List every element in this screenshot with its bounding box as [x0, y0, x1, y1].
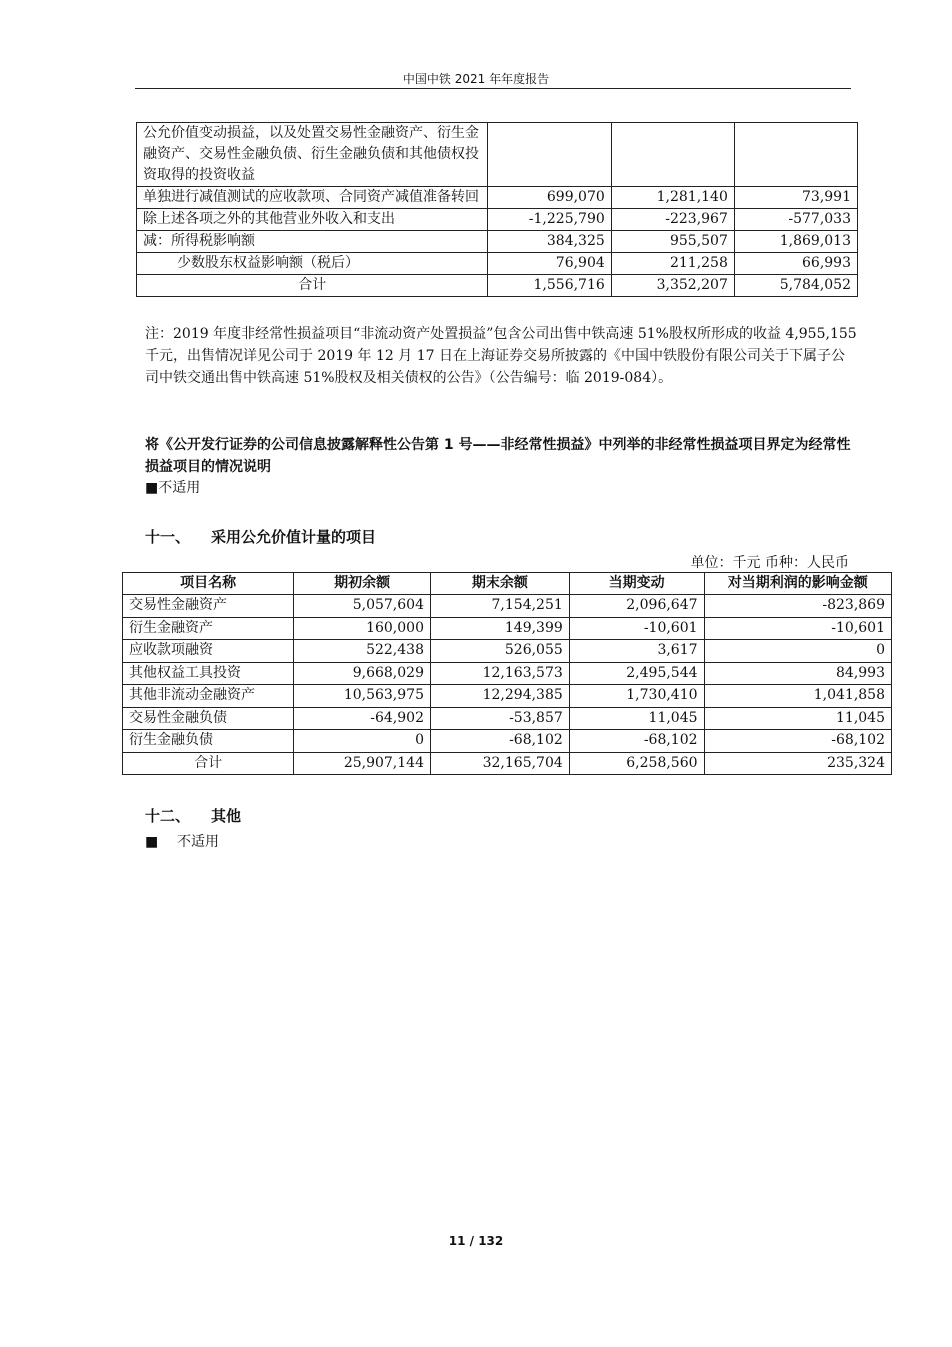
item-name: 应收款项融资	[123, 640, 294, 663]
table-row	[123, 640, 892, 663]
note-paragraph: 注：2019 年度非经常性损益项目“非流动资产处置损益”包含公司出售中铁高速 51%股权所形成的收益 4,955,155 千元，出售情况详见公司于 2019 年 12 月 17 日在上海证券交易所披露的《中国中铁股份有限公司关于下属子公司中铁交通出售中铁高速 51%股权及相关债权的公告》（公告编号：临 2019-084）。	[145, 326, 857, 386]
status-text: 不适用	[177, 834, 219, 850]
column-header: 当期变动	[569, 573, 704, 595]
item-name: 合计	[123, 752, 294, 775]
opening-balance: -64,902	[294, 707, 431, 730]
row-label: 少数股东权益影响额（税后）	[137, 253, 488, 275]
table-row	[123, 617, 892, 640]
table-row	[137, 187, 858, 209]
column-header: 对当期利润的影响金额	[704, 573, 891, 595]
closing-balance: 149,399	[430, 617, 569, 640]
closing-balance: 7,154,251	[430, 595, 569, 618]
value-2020	[611, 123, 734, 187]
page-header: 中国中铁 2021 年年度报告	[402, 72, 550, 86]
opening-balance: 160,000	[294, 617, 431, 640]
opening-balance: 522,438	[294, 640, 431, 663]
non-recurring-table	[136, 122, 858, 297]
value-2019	[734, 123, 857, 187]
row-label: 合计	[137, 275, 488, 297]
table-row	[137, 253, 858, 275]
section-11-heading	[145, 526, 376, 547]
profit-impact: 11,045	[704, 707, 891, 730]
value-2021: 699,070	[488, 187, 611, 209]
closing-balance: 526,055	[430, 640, 569, 663]
value-2020: -223,967	[611, 209, 734, 231]
table-row	[123, 730, 892, 753]
column-header: 期末余额	[430, 573, 569, 595]
page-number: 11 / 132	[448, 1234, 504, 1248]
value-2019: 5,784,052	[734, 275, 857, 297]
square-marker-icon: ■	[145, 834, 159, 850]
opening-balance: 0	[294, 730, 431, 753]
period-change: 1,730,410	[569, 685, 704, 708]
unit-label: 单位：千元 币种：人民币	[690, 555, 849, 571]
value-2020: 211,258	[611, 253, 734, 275]
closing-balance: -53,857	[430, 707, 569, 730]
value-2020: 3,352,207	[611, 275, 734, 297]
row-label: 单独进行减值测试的应收款项、合同资产减值准备转回	[137, 187, 488, 209]
value-2019: 73,991	[734, 187, 857, 209]
closing-balance: 12,163,573	[430, 662, 569, 685]
period-change: 2,495,544	[569, 662, 704, 685]
table-row	[123, 685, 892, 708]
closing-balance: 32,165,704	[430, 752, 569, 775]
row-label: 公允价值变动损益，以及处置交易性金融资产、衍生金融资产、交易性金融负债、衍生金融负债和其他债权投资取得的投资收益	[137, 123, 488, 187]
item-name: 其他非流动金融资产	[123, 685, 294, 708]
profit-impact: -823,869	[704, 595, 891, 618]
section-12-heading	[145, 805, 241, 826]
value-2019: 66,993	[734, 253, 857, 275]
item-name: 交易性金融资产	[123, 595, 294, 618]
item-name: 衍生金融资产	[123, 617, 294, 640]
profit-impact: -10,601	[704, 617, 891, 640]
section-12-status	[145, 831, 219, 851]
header-rule	[135, 88, 851, 89]
profit-impact: 235,324	[704, 752, 891, 775]
fair-value-table	[122, 572, 892, 775]
value-2020: 1,281,140	[611, 187, 734, 209]
section-title: 其他	[211, 807, 242, 825]
period-change: -68,102	[569, 730, 704, 753]
table-row	[137, 231, 858, 253]
item-name: 交易性金融负债	[123, 707, 294, 730]
opening-balance: 10,563,975	[294, 685, 431, 708]
table-header-row	[123, 573, 892, 595]
row-label: 减：所得税影响额	[137, 231, 488, 253]
profit-impact: -68,102	[704, 730, 891, 753]
section-number: 十二、	[145, 807, 191, 825]
table-total-row	[137, 275, 858, 297]
value-2019: -577,033	[734, 209, 857, 231]
period-change: 2,096,647	[569, 595, 704, 618]
value-2021	[488, 123, 611, 187]
closing-balance: 12,294,385	[430, 685, 569, 708]
period-change: 11,045	[569, 707, 704, 730]
profit-impact: 0	[704, 640, 891, 663]
explain-section-title: 将《公开发行证券的公司信息披露解释性公告第 1 号——非经常性损益》中列举的非经常性损益项目界定为经常性损益项目的情况说明	[145, 437, 851, 475]
opening-balance: 9,668,029	[294, 662, 431, 685]
item-name: 其他权益工具投资	[123, 662, 294, 685]
closing-balance: -68,102	[430, 730, 569, 753]
value-2021: 76,904	[488, 253, 611, 275]
table-row	[137, 123, 858, 187]
row-label: 除上述各项之外的其他营业外收入和支出	[137, 209, 488, 231]
section-title: 采用公允价值计量的项目	[211, 528, 377, 546]
table-row	[123, 707, 892, 730]
item-name: 衍生金融负债	[123, 730, 294, 753]
value-2021: -1,225,790	[488, 209, 611, 231]
explain-section-status: ■不适用	[145, 480, 201, 496]
section-number: 十一、	[145, 528, 191, 546]
column-header: 期初余额	[294, 573, 431, 595]
value-2020: 955,507	[611, 231, 734, 253]
profit-impact: 1,041,858	[704, 685, 891, 708]
period-change: -10,601	[569, 617, 704, 640]
period-change: 6,258,560	[569, 752, 704, 775]
value-2021: 1,556,716	[488, 275, 611, 297]
table-total-row	[123, 752, 892, 775]
profit-impact: 84,993	[704, 662, 891, 685]
table-row	[123, 662, 892, 685]
column-header: 项目名称	[123, 573, 294, 595]
table-row	[137, 209, 858, 231]
opening-balance: 25,907,144	[294, 752, 431, 775]
value-2019: 1,869,013	[734, 231, 857, 253]
opening-balance: 5,057,604	[294, 595, 431, 618]
table-row	[123, 595, 892, 618]
period-change: 3,617	[569, 640, 704, 663]
value-2021: 384,325	[488, 231, 611, 253]
